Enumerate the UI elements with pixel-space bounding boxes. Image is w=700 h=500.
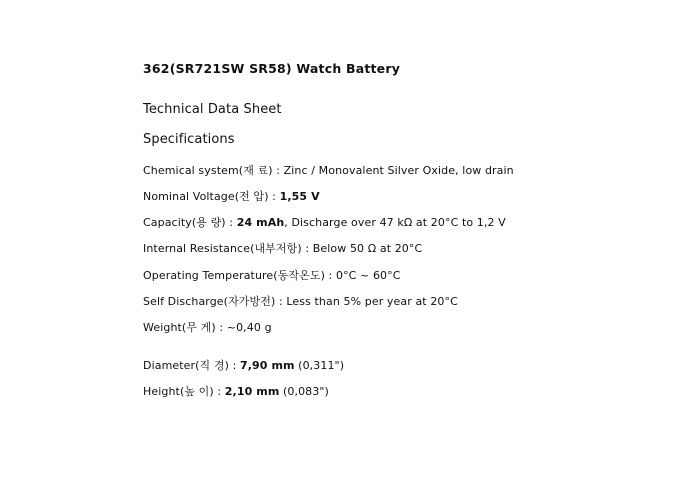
spec-value: 2,10 mm	[224, 385, 280, 398]
spec-label: Height(높 이) :	[143, 385, 225, 398]
spec-weight	[143, 319, 272, 335]
spec-value: 1,55 V	[279, 190, 320, 203]
spec-height	[143, 383, 329, 399]
spec-label: Diameter(직 경) :	[143, 359, 240, 372]
spec-label: Internal Resistance(내부저항) :	[143, 242, 313, 255]
spec-capacity	[143, 214, 506, 230]
spec-internal-resistance	[143, 240, 422, 256]
spec-value: 7,90 mm	[239, 359, 295, 372]
subtitle: Technical Data Sheet	[143, 102, 282, 117]
spec-value: Below 50 Ω at 20°C	[312, 242, 423, 255]
spec-chemical-system	[143, 162, 514, 178]
spec-suffix: (0,311")	[294, 359, 345, 372]
spec-value: Zinc / Monovalent Silver Oxide, low drain	[283, 164, 514, 177]
spec-label: Weight(무 게) :	[143, 321, 227, 334]
spec-diameter	[143, 357, 344, 373]
spec-suffix: , Discharge over 47 kΩ at 20°C to 1,2 V	[284, 216, 506, 229]
spec-self-discharge	[143, 293, 458, 309]
spec-label: Nominal Voltage(전 압) :	[143, 190, 280, 203]
page-title: 362(SR721SW SR58) Watch Battery	[143, 61, 401, 76]
spec-value: 24 mAh	[236, 216, 285, 229]
spec-nominal-voltage	[143, 188, 320, 204]
spec-value: ~0,40 g	[226, 321, 272, 334]
spec-label: Self Discharge(자가방전) :	[143, 295, 287, 308]
spec-label: Operating Temperature(동작온도) :	[143, 269, 336, 282]
spec-operating-temperature	[143, 267, 401, 283]
spec-suffix: (0,083")	[279, 385, 329, 398]
section-heading: Specifications	[143, 132, 235, 147]
spec-value: 0°C ~ 60°C	[335, 269, 401, 282]
spec-label: Chemical system(재 료) :	[143, 164, 284, 177]
spec-label: Capacity(용 량) :	[143, 216, 237, 229]
spec-value: Less than 5% per year at 20°C	[286, 295, 458, 308]
